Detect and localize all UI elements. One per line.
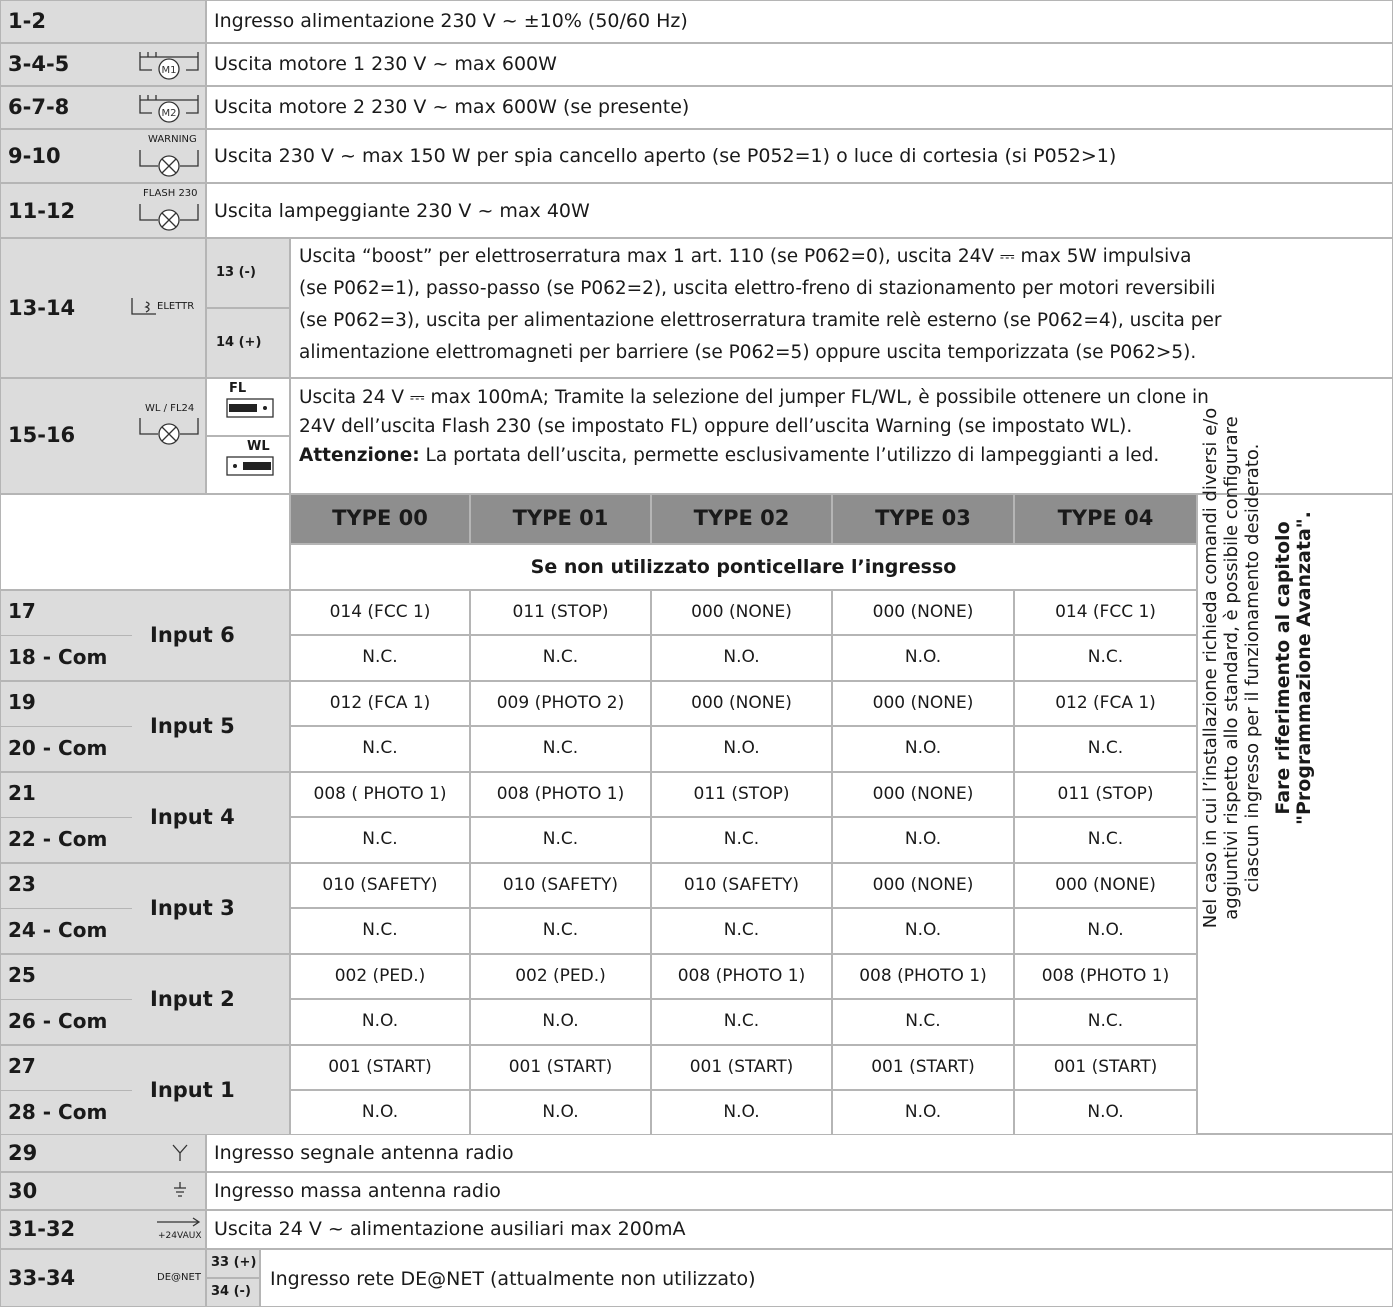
function-code: 014 (FCC 1) (329, 602, 431, 622)
function-code: 000 (NONE) (872, 875, 974, 895)
polarity-13: 13 (-) (216, 265, 256, 280)
subheader: Se non utilizzato ponticellare l’ingresso (530, 556, 957, 578)
antenna-icon (170, 1143, 190, 1163)
contact-state: N.O. (904, 738, 942, 758)
type-header: TYPE 04 (1057, 506, 1154, 530)
divider (0, 908, 132, 909)
function-code: 000 (NONE) (872, 693, 974, 713)
terminal-label: 27 (8, 1054, 36, 1078)
contact-state: N.C. (1087, 1011, 1124, 1031)
contact-state: N.O. (1087, 1102, 1124, 1122)
svg-text:M1: M1 (161, 65, 177, 76)
terminal-label: 13-14 (8, 296, 76, 320)
function-code: 001 (START) (689, 1057, 794, 1077)
contact-state: N.C. (362, 738, 398, 758)
terminal-label: 3-4-5 (8, 52, 70, 76)
contact-state: N.O. (542, 1102, 579, 1122)
aux-arrow-icon (155, 1214, 203, 1228)
input-label: Input 1 (150, 1078, 235, 1102)
function-code: 008 (PHOTO 1) (677, 966, 806, 986)
lamp-icon (138, 416, 200, 444)
side-note-bold: Fare riferimento al capitolo (1272, 521, 1294, 815)
function-code: 000 (NONE) (872, 602, 974, 622)
contact-state: N.C. (542, 647, 579, 667)
contact-state: N.C. (1087, 647, 1124, 667)
terminal-label: 23 (8, 872, 36, 896)
terminal-label: 22 - Com (8, 827, 108, 851)
contact-state: N.O. (904, 829, 942, 849)
contact-state: N.O. (361, 1102, 399, 1122)
terminal-label: 21 (8, 781, 36, 805)
divider (0, 726, 132, 727)
function-code: 000 (NONE) (872, 784, 974, 804)
terminal-label: 24 - Com (8, 918, 108, 942)
row-desc-line: Uscita 24 V ⎓ max 100mA; Tramite la selezione del jumper FL/WL, è possibile ottenere un clone in (299, 387, 1209, 408)
type-header: TYPE 00 (332, 506, 428, 530)
function-code: 010 (SAFETY) (683, 875, 800, 895)
function-code: 009 (PHOTO 2) (496, 693, 625, 713)
function-code: 001 (START) (871, 1057, 975, 1077)
contact-state: N.O. (723, 647, 760, 667)
contact-state: N.C. (362, 647, 398, 667)
warning-bold: Attenzione: (299, 445, 420, 466)
aux-label: +24VAUX (158, 1231, 202, 1241)
row-desc: Uscita motore 1 230 V ~ max 600W (214, 53, 557, 75)
contact-state: N.C. (905, 1011, 941, 1031)
side-note (1200, 230, 1394, 1106)
divider (0, 635, 132, 636)
denet-label: DE@NET (157, 1272, 201, 1283)
function-code: 002 (PED.) (334, 966, 426, 986)
elettr-label: ELETTR (157, 301, 195, 312)
row-desc: Ingresso rete DE@NET (attualmente non utilizzato) (270, 1268, 756, 1290)
row-desc: Uscita motore 2 230 V ~ max 600W (se presente) (214, 96, 690, 118)
contact-state: N.C. (542, 738, 579, 758)
contact-state: N.C. (723, 829, 760, 849)
function-code: 012 (FCA 1) (329, 693, 431, 713)
warning-icon-label: WARNING (148, 134, 197, 145)
terminal-label: 31-32 (8, 1217, 76, 1241)
function-code: 000 (NONE) (1055, 875, 1156, 895)
function-code: 011 (STOP) (512, 602, 609, 622)
terminal-label: 26 - Com (8, 1009, 108, 1033)
terminal-label: 25 (8, 963, 36, 987)
contact-state: N.C. (542, 829, 579, 849)
ground-icon (170, 1180, 190, 1200)
row-desc: Ingresso alimentazione 230 V ~ ±10% (50/60 Hz) (214, 10, 688, 32)
polarity-14: 14 (+) (216, 335, 262, 350)
divider (0, 999, 132, 1000)
terminal-label: 28 - Com (8, 1100, 108, 1124)
polarity-33: 33 (+) (211, 1255, 257, 1270)
input-label: Input 4 (150, 805, 235, 829)
type-header: TYPE 03 (875, 506, 971, 530)
contact-state: N.O. (542, 1011, 579, 1031)
terminal-label: 19 (8, 690, 36, 714)
jumper-fl-label: FL (229, 381, 247, 396)
terminal-label: 33-34 (8, 1266, 76, 1290)
function-code: 010 (SAFETY) (322, 875, 438, 895)
motor-m2-icon (138, 91, 200, 123)
contact-state: N.O. (904, 1102, 942, 1122)
contact-state: N.O. (904, 647, 942, 667)
terminal-label: 11-12 (8, 199, 76, 223)
jumper-fl-icon (226, 397, 276, 423)
function-code: 001 (START) (1053, 1057, 1158, 1077)
motor-m1-icon (138, 48, 200, 80)
jumper-wl-icon (226, 455, 276, 481)
polarity-34: 34 (-) (211, 1284, 251, 1299)
contact-state: N.C. (723, 1011, 760, 1031)
row-desc-line: (se P062=3), uscita per alimentazione elettroserratura tramite relè esterno (se P062=4), uscita per (299, 310, 1222, 331)
contact-state: N.C. (542, 920, 579, 940)
contact-state: N.C. (1087, 829, 1124, 849)
row-desc-line: alimentazione elettromagneti per barriere (se P062=5) oppure uscita temporizzata (se P062>5). (299, 342, 1197, 363)
function-code: 014 (FCC 1) (1055, 602, 1156, 622)
function-code: 008 ( PHOTO 1) (313, 784, 447, 804)
contact-state: N.O. (361, 1011, 399, 1031)
contact-state: N.O. (723, 738, 760, 758)
row-desc: Uscita 24 V ~ alimentazione ausiliari max 200mA (214, 1218, 686, 1240)
input-label: Input 2 (150, 987, 235, 1011)
warning-note (299, 445, 1159, 466)
terminal-label: 1-2 (8, 9, 46, 33)
row-desc-line: 24V dell’uscita Flash 230 (se impostato FL) oppure dell’uscita Warning (se impostato WL). (299, 416, 1133, 437)
wl-fl24-label: WL / FL24 (145, 403, 195, 414)
terminal-label: 15-16 (8, 423, 76, 447)
type-header: TYPE 01 (512, 506, 609, 530)
function-code: 008 (PHOTO 1) (859, 966, 987, 986)
contact-state: N.O. (723, 1102, 760, 1122)
function-code: 008 (PHOTO 1) (496, 784, 625, 804)
svg-text:M2: M2 (161, 108, 177, 119)
row-desc-line: (se P062=1), passo-passo (se P062=2), uscita elettro-freno di stazionamento per motori reversibili (299, 278, 1216, 299)
terminal-label: 6-7-8 (8, 95, 70, 119)
function-code: 011 (STOP) (1057, 784, 1154, 804)
function-code: 002 (PED.) (515, 966, 606, 986)
contact-state: N.O. (904, 920, 942, 940)
row-desc: Uscita 230 V ~ max 150 W per spia cancello aperto (se P052=1) o luce di cortesia (si P052>1) (214, 145, 1117, 167)
function-code: 010 (SAFETY) (502, 875, 619, 895)
row-desc: Ingresso massa antenna radio (214, 1180, 501, 1202)
flash-icon-label: FLASH 230 (143, 188, 198, 199)
function-code: 000 (NONE) (691, 693, 792, 713)
function-code: 012 (FCA 1) (1055, 693, 1156, 713)
function-code: 008 (PHOTO 1) (1041, 966, 1170, 986)
side-note-line: Nel caso in cui l’installazione richieda comandi diversi e/o (1200, 407, 1221, 929)
function-code: 001 (START) (328, 1057, 432, 1077)
terminal-label: 29 (8, 1141, 38, 1165)
header-spacer (0, 494, 290, 590)
function-code: 000 (NONE) (691, 602, 792, 622)
lamp-icon (138, 202, 200, 230)
contact-state: N.C. (362, 920, 398, 940)
divider (0, 1090, 132, 1091)
divider (0, 817, 132, 818)
terminal-label: 30 (8, 1179, 38, 1203)
terminal-label: 18 - Com (8, 645, 108, 669)
type-header: TYPE 02 (693, 506, 790, 530)
terminal-label: 17 (8, 599, 36, 623)
contact-state: N.C. (723, 920, 760, 940)
jumper-wl-label: WL (247, 439, 270, 454)
warning-text: La portata dell’uscita, permette esclusivamente l’utilizzo di lampeggianti a led. (419, 445, 1160, 466)
input-label: Input 6 (150, 623, 235, 647)
function-code: 011 (STOP) (693, 784, 790, 804)
terminal-label: 9-10 (8, 144, 61, 168)
row-desc: Uscita lampeggiante 230 V ~ max 40W (214, 200, 590, 222)
contact-state: N.C. (1087, 738, 1124, 758)
row-desc: Ingresso segnale antenna radio (214, 1142, 514, 1164)
contact-state: N.C. (362, 829, 398, 849)
function-code: 001 (START) (508, 1057, 613, 1077)
lock-output-icon (128, 296, 158, 320)
input-label: Input 5 (150, 714, 235, 738)
side-note-bold: "Programmazione Avanzata". (1293, 511, 1315, 825)
side-note-line: ciascun ingresso per il funzionamento desiderato. (1242, 443, 1263, 893)
terminal-label: 20 - Com (8, 736, 108, 760)
contact-state: N.O. (1087, 920, 1124, 940)
side-note-line: aggiuntivi rispetto allo standard, è possibile configurare (1221, 416, 1242, 920)
input-label: Input 3 (150, 896, 235, 920)
lamp-icon (138, 148, 200, 176)
row-desc-line: Uscita “boost” per elettroserratura max 1 art. 110 (se P062=0), uscita 24V ⎓ max 5W impulsiva (299, 246, 1192, 267)
